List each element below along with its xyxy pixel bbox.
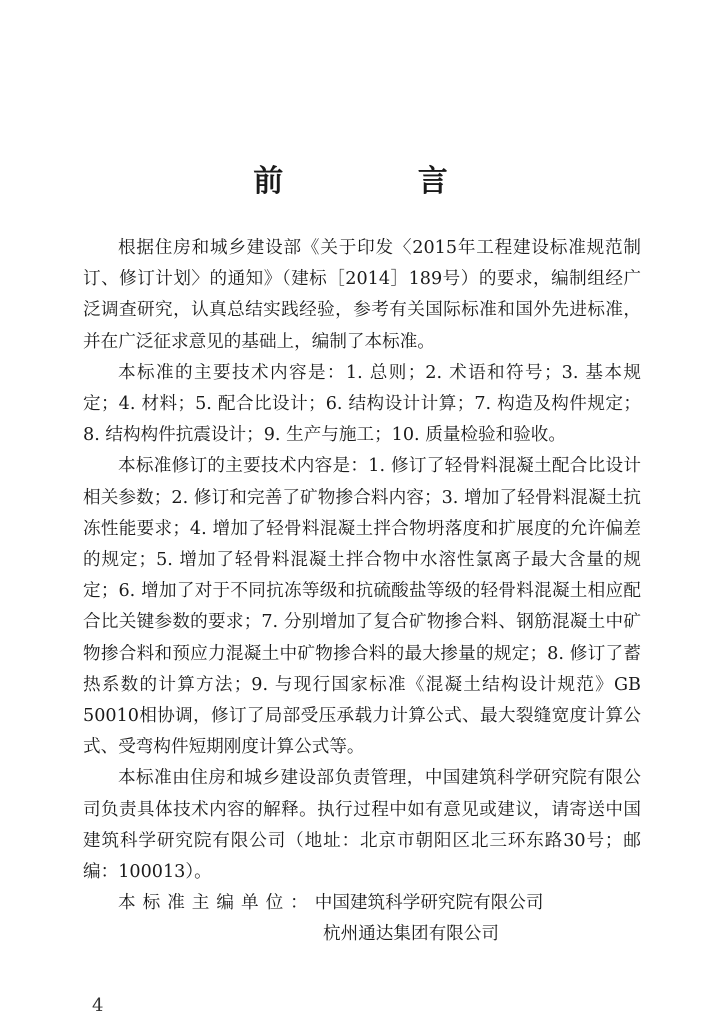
paragraph-background: 根据住房和城乡建设部《关于印发〈2015年工程建设标准规范制订、修订计划〉的通知》（建标［2014］189号）的要求，编制组经广泛调查研究，认真总结实践经验，参考有关国际标准和国外先进标准，并在广泛征求意见的基础上，编制了本标准。 (83, 238, 641, 352)
paragraph-revision-content: 本标准修订的主要技术内容是：1. 修订了轻骨料混凝土配合比设计相关参数；2. 修订和完善了矿物掺合料内容；3. 增加了轻骨料混凝土抗冻性能要求；4. 增加了轻骨料混凝土拌合物坍落度和扩展度的允许偏差的规定；5. 增加了轻骨料混凝土拌合物中水溶性氯离子最大含量的规定；6. 增加了对于不同抗冻等级和抗硫酸盐等级的轻骨料混凝土相应配合比关键参数的要求；7. 分别增加了复合矿物掺合料、钢筋混凝土中矿物掺合料和预应力混凝土中矿物掺合料的最大掺量的规定；8. 修订了蓄热系数的计算方法；9. 与现行国家标准《混凝土结构设计规范》GB 50010相协调，修订了局部受压承载力计算公式、最大裂缝宽度计算公式、受弯构件短期刚度计算公式等。 (83, 456, 641, 758)
editor-unit-secondary: 杭州通达集团有限公司 (323, 924, 499, 945)
paragraph-main-content: 本标准的主要技术内容是：1. 总则；2. 术语和符号；3. 基本规定；4. 材料；5. 配合比设计；6. 结构设计计算；7. 构造及构件规定；8. 结构构件抗震设计；9. 生产与施工；10. 质量检验和验收。 (83, 362, 641, 446)
preface-body (83, 233, 641, 951)
page-title: 前 言 (253, 164, 510, 199)
paragraph-management: 本标准由住房和城乡建设部负责管理，中国建筑科学研究院有限公司负责具体技术内容的解释。执行过程中如有意见或建议，请寄送中国建筑科学研究院有限公司（地址：北京市朝阳区北三环东路30号；邮编：100013）。 (83, 768, 641, 883)
editor-label: 本标准主编单位： (118, 893, 315, 914)
editor-line (83, 888, 641, 919)
page-number: 4 (92, 995, 104, 1016)
editor-unit-primary: 中国建筑科学研究院有限公司 (314, 893, 544, 914)
